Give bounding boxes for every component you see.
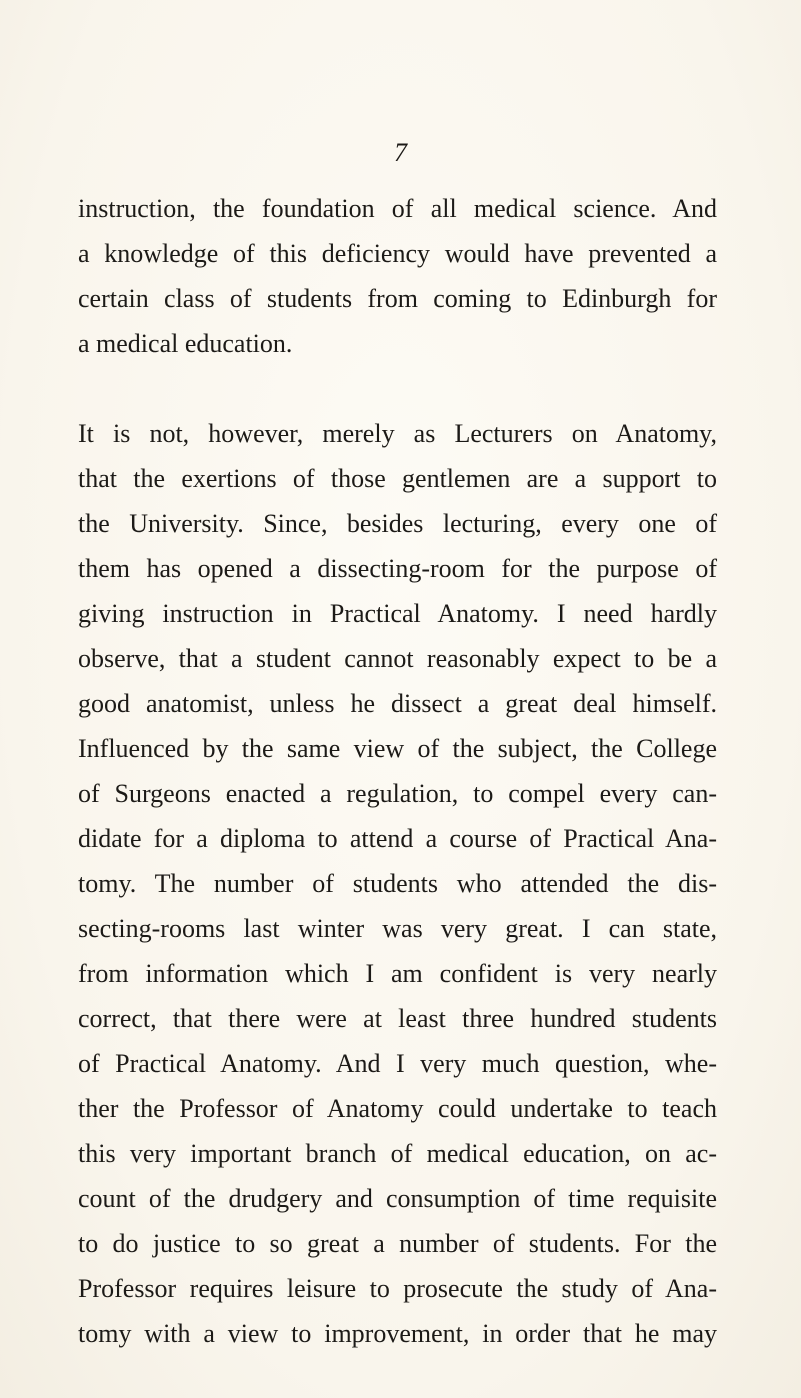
text-line: this very important branch of medical education, on ac- — [78, 1139, 717, 1168]
text-line: a knowledge of this deficiency would have prevented a — [78, 239, 717, 268]
text-line: observe, that a student cannot reasonably expect to be a — [78, 644, 717, 673]
text-line: Influenced by the same view of the subject, the College — [78, 734, 717, 763]
text-line: tomy. The number of students who attended the dis- — [78, 869, 717, 898]
text-line: It is not, however, merely as Lecturers on Anatomy, — [78, 419, 717, 448]
text-line: ther the Professor of Anatomy could undertake to teach — [78, 1094, 717, 1123]
page-body — [78, 186, 717, 1356]
text-line: them has opened a dissecting-room for the purpose of — [78, 554, 717, 583]
text-line: of Surgeons enacted a regulation, to compel every can- — [78, 779, 717, 808]
text-line: instruction, the foundation of all medical science. And — [78, 194, 717, 223]
text-line: certain class of students from coming to Edinburgh for — [78, 284, 717, 313]
text-line: secting-rooms last winter was very great. I can state, — [78, 914, 717, 943]
text-line: the University. Since, besides lecturing, every one of — [78, 509, 717, 538]
paragraph-2 — [78, 411, 717, 1356]
text-line: giving instruction in Practical Anatomy. I need hardly — [78, 599, 717, 628]
text-line: of Practical Anatomy. And I very much question, whe- — [78, 1049, 717, 1078]
page-number: 7 — [394, 138, 407, 167]
text-line: count of the drudgery and consumption of time requisite — [78, 1184, 717, 1213]
text-line: Professor requires leisure to prosecute the study of Ana- — [78, 1274, 717, 1303]
paragraph-1 — [78, 186, 717, 366]
text-line: from information which I am confident is very nearly — [78, 959, 717, 988]
paragraph-gap — [78, 366, 717, 411]
text-line: tomy with a view to improvement, in order that he may — [78, 1319, 717, 1348]
text-line: correct, that there were at least three hundred students — [78, 1004, 717, 1033]
text-line: to do justice to so great a number of students. For the — [78, 1229, 717, 1258]
text-line: that the exertions of those gentlemen are a support to — [78, 464, 717, 493]
text-line: good anatomist, unless he dissect a great deal himself. — [78, 689, 717, 718]
text-line: a medical education. — [78, 329, 293, 358]
text-line: didate for a diploma to attend a course of Practical Ana- — [78, 824, 717, 853]
